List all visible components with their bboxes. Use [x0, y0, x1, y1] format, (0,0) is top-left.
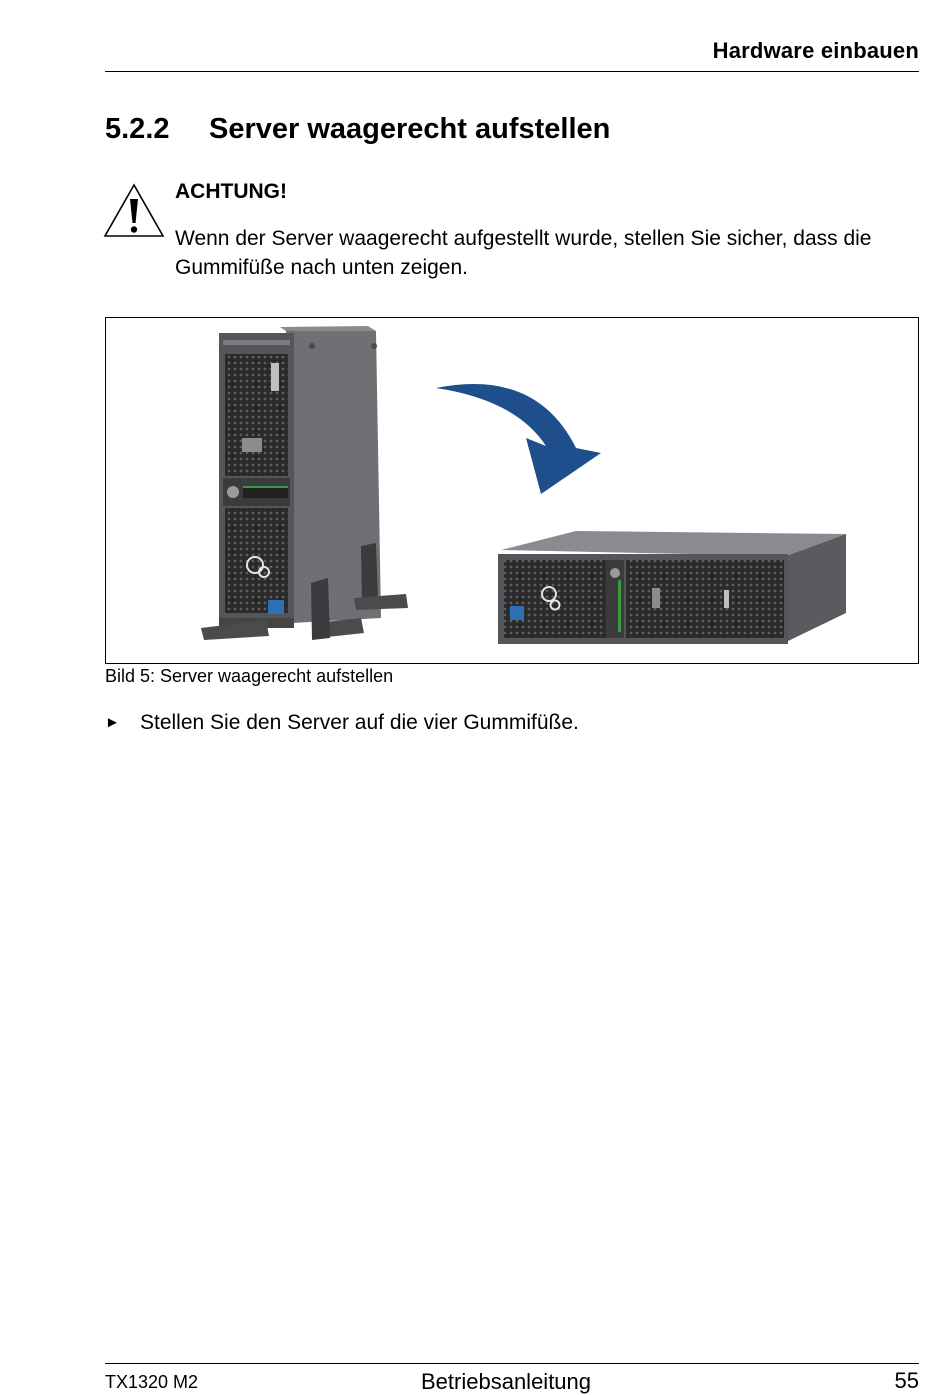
- figure-box: [105, 317, 919, 664]
- horizontal-server: [498, 531, 846, 644]
- footer-rule: [105, 1363, 919, 1364]
- page-number: 55: [894, 1368, 919, 1393]
- section-heading: [105, 113, 610, 146]
- section-title: Server waagerecht aufstellen: [209, 113, 611, 145]
- warning-triangle-icon: [103, 183, 165, 239]
- section-number: 5.2.2: [105, 113, 170, 145]
- server-illustration: [106, 318, 918, 663]
- header-rule: [105, 71, 919, 72]
- step-item: [105, 711, 579, 735]
- step-bullet-icon: ►: [105, 714, 120, 731]
- footer-model: TX1320 M2: [105, 1372, 199, 1392]
- step-text: Stellen Sie den Server auf die vier Gummifüße.: [140, 711, 579, 734]
- warning-label: ACHTUNG!: [175, 180, 287, 203]
- warning-text: Wenn der Server waagerecht aufgestellt wurde, stellen Sie sicher, dass die Gummifüße nach unten zeigen.: [175, 227, 872, 279]
- tower-server: [201, 326, 408, 640]
- rotate-arrow-icon: [436, 384, 601, 494]
- page-header-title: Hardware einbauen: [712, 38, 919, 63]
- footer-doc-title: Betriebsanleitung: [421, 1369, 592, 1394]
- figure-caption: Bild 5: Server waagerecht aufstellen: [105, 666, 394, 686]
